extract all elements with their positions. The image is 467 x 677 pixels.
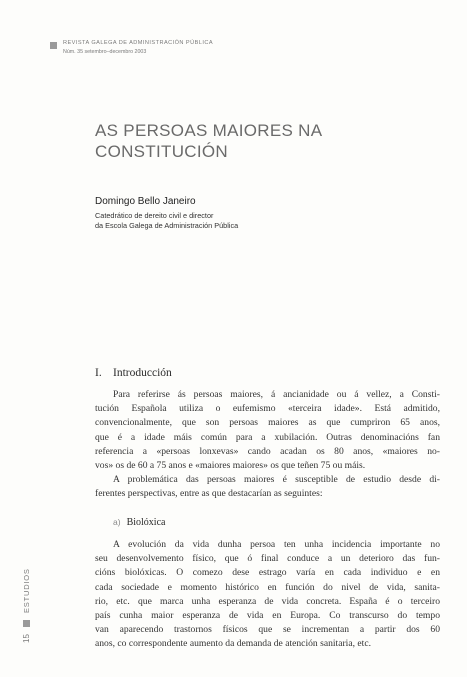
paragraph-2 xyxy=(95,473,440,501)
paragraph-line: convencionalmente, que son persoas maiores as que cumpriron 65 anos, xyxy=(95,417,440,429)
issue-info: Núm. 35 setembro–decembro 2003 xyxy=(63,49,147,55)
paragraph-line: referencia a «persoas lonxevas» cando acadan os 80 anos, «maiores no- xyxy=(95,445,440,457)
paragraph-line: Para referirse ás persoas maiores, á ancianidade ou á vellez, a Consti- xyxy=(113,389,440,400)
section-heading xyxy=(95,367,172,379)
affiliation-line: Catedrático de dereito civil e director xyxy=(95,211,214,220)
paragraph-line: van aparecendo trastornos físicos que se incrementan a partir dos 60 xyxy=(95,624,440,636)
subsection-title: Biolóxica xyxy=(126,517,166,528)
paragraph-line: A problemática das persoas maiores é susceptible de estudio desde di- xyxy=(113,474,440,485)
running-head-square-icon xyxy=(50,42,57,49)
author-affiliation xyxy=(95,211,238,231)
paragraph-line: país cunha maior esperanza de vida en Europa. Co transcurso do tempo xyxy=(95,610,440,622)
section-name: ESTUDIOS xyxy=(22,568,31,613)
article-title-line: AS PERSOAS MAIORES NA xyxy=(95,121,323,140)
subsection-letter: a) xyxy=(113,517,121,527)
author-name: Domingo Bello Janeiro xyxy=(95,196,196,207)
subsection-heading xyxy=(113,517,165,528)
paragraph-line: A evolución da vida dunha persoa ten unha incidencia importante no xyxy=(113,539,440,550)
paragraph-line: cada sociedade e momento histórico en función do nivel de vida, sanita- xyxy=(95,581,440,593)
paragraph-line: rio, etc. que marca unha esperanza de vida concreta. España é o terceiro xyxy=(95,595,440,607)
section-square-icon xyxy=(23,620,30,627)
side-margin xyxy=(22,565,34,655)
paragraph-line: ferentes perspectivas, entre as que destacarían as seguintes: xyxy=(95,488,323,500)
section-number: I. xyxy=(95,367,102,379)
paragraph-1 xyxy=(95,388,440,473)
journal-name: REVISTA GALEGA DE ADMINISTRACIÓN PÚBLICA xyxy=(63,40,214,46)
paragraph-line: anos, co correspondente aumento da demanda de atención sanitaria, etc. xyxy=(95,638,371,650)
article-title xyxy=(95,120,322,162)
page-number: 15 xyxy=(22,634,31,643)
paragraph-3 xyxy=(95,538,440,652)
paragraph-line: que é a idade máis común para a xubilación. Outras denominacións fan xyxy=(95,431,440,443)
article-title-line: CONSTITUCIÓN xyxy=(95,142,228,161)
paragraph-line: seu desenvolvemento físico, que ó final conduce a un deterioro das fun- xyxy=(95,553,440,565)
section-title: Introducción xyxy=(113,367,172,379)
affiliation-line: da Escola Galega de Administración Pública xyxy=(95,221,239,230)
paragraph-line: tución Española utiliza o eufemismo «terceira idade». Está admitido, xyxy=(95,403,440,415)
paragraph-line: vos» os de 60 a 75 anos e «maiores maiores» os que teñen 75 ou máis. xyxy=(95,460,366,472)
paragraph-line: cións biolóxicas. O comezo dese estrago varía en cada individuo e en xyxy=(95,567,440,579)
